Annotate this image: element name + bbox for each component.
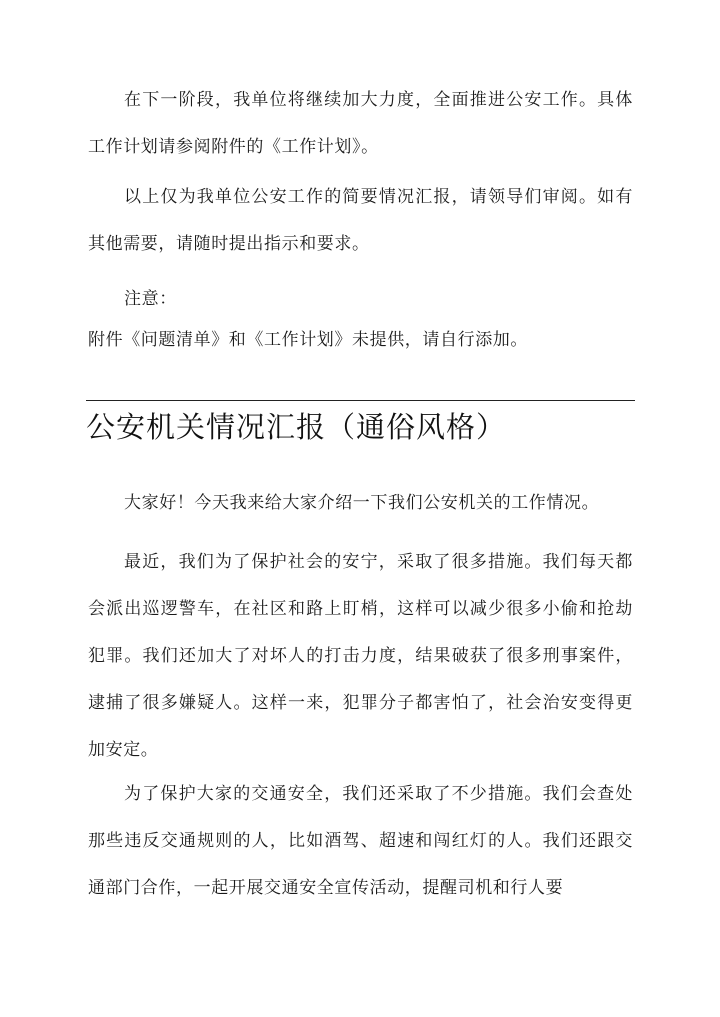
paragraph-traffic-safety: 为了保护大家的交通安全，我们还采取了不少措施。我们会查处那些违反交通规则的人，比如酒驾、超速和闯红灯的人。我们还跟交通部门合作，一起开展交通安全宣传活动，提醒司机和行人要 (88, 784, 633, 898)
paragraph-greeting: 大家好！今天我来给大家介绍一下我们公安机关的工作情况。 (124, 493, 600, 513)
note-text: 附件《问题清单》和《工作计划》未提供，请自行添加。 (88, 330, 528, 350)
paragraph-public-security-measures: 最近，我们为了保护社会的安宁，采取了很多措施。我们每天都会派出巡逻警车，在社区和路上盯梢，这样可以减少很多小偷和抢劫犯罪。我们还加大了对坏人的打击力度，结果破获了很多刑事案件，逮捕了很多嫌疑人。这样一来，犯罪分子都害怕了，社会治安变得更加安定。 (88, 552, 633, 760)
paragraph-next-phase: 在下一阶段，我单位将继续加大力度，全面推进公安工作。具体工作计划请参阅附件的《工作计划》。 (88, 90, 633, 157)
note-label: 注意： (124, 289, 177, 309)
section-divider (86, 400, 635, 401)
section-title: 公安机关情况汇报（通俗风格） (86, 410, 507, 444)
paragraph-summary-report: 以上仅为我单位公安工作的简要情况汇报，请领导们审阅。如有其他需要，请随时提出指示和要求。 (88, 187, 633, 254)
